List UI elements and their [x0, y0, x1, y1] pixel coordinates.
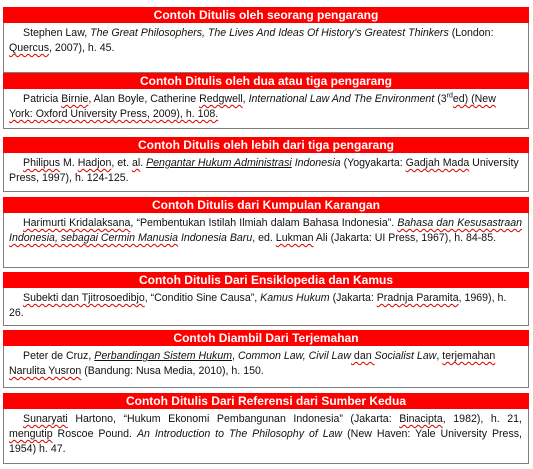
section-heading: Contoh Ditulis Dari Ensiklopedia dan Kamus: [3, 272, 529, 288]
spellcheck-word: ed) (New York: Oxford University Press, 2009), h. 108.: [9, 93, 496, 120]
citation-example: Peter de Cruz, Perbandingan Sistem Hukum, Common Law, Civil Law dan Socialist Law, terjemahan Narulita Yusron (Bandung: Nusa Media, 2010), h. 150.: [3, 346, 529, 388]
spellcheck-word: mengutip: [9, 428, 53, 440]
citation-example: Subekti dan Tjitrosoedibjo, “Conditio Sine Causa”, Kamus Hukum (Jakarta: Pradnja Paramita, 1969), h. 26.: [3, 288, 529, 326]
spellcheck-word: al: [131, 157, 141, 169]
citation-example: Harimurti Kridalaksana, “Pembentukan Istilah Ilmiah dalam Bahasa Indonesia”. Bahasa dan Kesusastraan Indonesia, sebagai Cermin Manusia Indonesia Baru, ed. Lukman Ali (Jakarta: UI Press, 1967), h. 84-85.: [3, 213, 529, 268]
section-heading: Contoh Ditulis dari Kumpulan Karangan: [3, 197, 529, 213]
citation-section-encyclopedia: [3, 272, 529, 326]
spellcheck-word: Sunaryati: [23, 413, 68, 425]
spellcheck-word: Harimurti Kridalaksana: [23, 217, 131, 229]
citation-example: Stephen Law, The Great Philosophers, The Lives And Ideas Of History’s Greatest Thinkers (London: Quercus, 2007), h. 45.: [3, 23, 529, 73]
spellcheck-word: Redgwell: [199, 93, 243, 105]
citation-section-two-three-authors: [3, 73, 529, 129]
citation-example: Philipus M. Hadjon, et. al. Pengantar Hukum Administrasi Indonesia (Yogyakarta: Gadjah Mada University Press, 1997), h. 124-125.: [3, 153, 529, 192]
section-heading: Contoh Ditulis Dari Referensi dari Sumber Kedua: [3, 393, 529, 409]
citation-section-secondary-source: [3, 393, 529, 464]
section-heading: Contoh Diambil Dari Terjemahan: [3, 330, 529, 346]
spellcheck-word: Hadjon: [77, 157, 112, 169]
spellcheck-word: Birnie: [61, 93, 89, 105]
spellcheck-word: Binacipta: [399, 413, 443, 425]
spellcheck-word: Philipus: [23, 157, 61, 169]
spellcheck-word: dan: [350, 350, 375, 362]
spellcheck-word: Subekti dan Tjitrosoedibjo: [23, 292, 145, 304]
spellcheck-word: Narulita Yusron: [9, 365, 82, 377]
citation-example: Sunaryati Hartono, “Hukum Ekonomi Pembangunan Indonesia” (Jakarta: Binacipta, 1982), h. 21, mengutip Roscoe Pound. An Introduction to The Philosophy of Law (New Haven: Yale University Press, 1954) h. 47.: [3, 409, 529, 464]
citation-section-translation: [3, 330, 529, 388]
spellcheck-word: Pradnja Paramita: [376, 292, 459, 304]
spellcheck-word: terjemahan: [442, 350, 496, 362]
section-heading: Contoh Ditulis oleh lebih dari tiga pengarang: [3, 137, 529, 153]
citation-section-single-author: [3, 7, 529, 73]
spellcheck-word: Quercus: [9, 42, 50, 54]
spellcheck-word: Lukman: [275, 232, 314, 244]
spellcheck-word: Gadjah Mada: [405, 157, 470, 169]
spellcheck-word: Bahasa dan Kesusastraan Indonesia, sebagai Cermin Manusia: [9, 217, 522, 244]
citation-section-collection: [3, 197, 529, 268]
citation-example: Patricia Birnie, Alan Boyle, Catherine Redgwell, International Law And The Environment (3rded) (New York: Oxford University Press, 2009), h. 108.: [3, 89, 529, 129]
section-heading: Contoh Ditulis oleh dua atau tiga pengarang: [3, 73, 529, 89]
citation-section-more-than-three-authors: [3, 137, 529, 192]
section-heading: Contoh Ditulis oleh seorang pengarang: [3, 7, 529, 23]
